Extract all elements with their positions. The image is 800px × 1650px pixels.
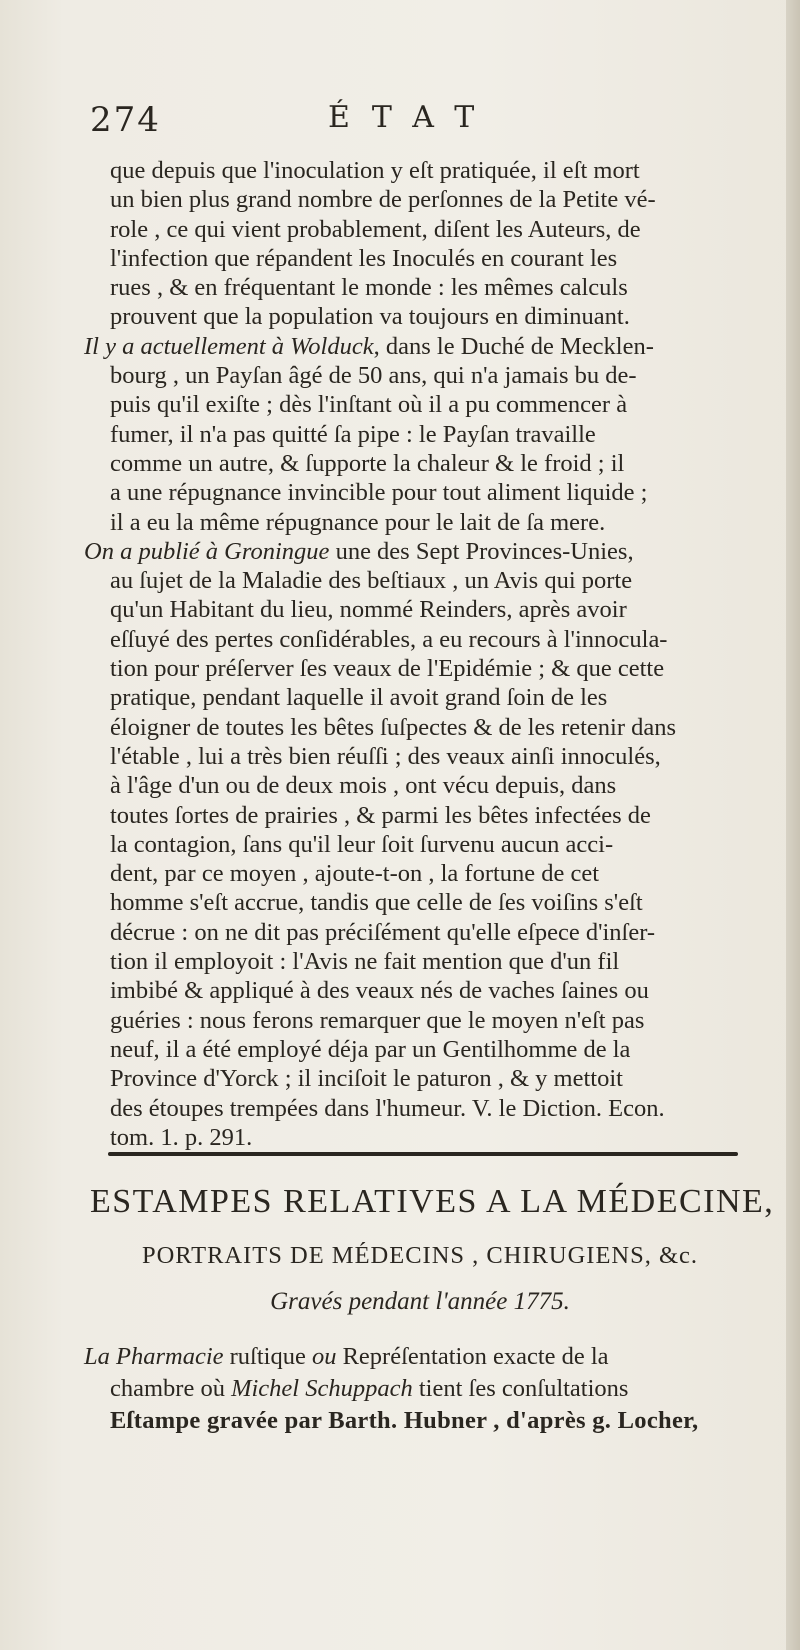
text-line: fumer, il n'a pas quitté ſa pipe : le Payſan travaille — [110, 420, 596, 448]
entry-text: chambre où — [110, 1375, 232, 1402]
text-line: eſſuyé des pertes conſidérables, a eu recours à l'innocula- — [110, 625, 668, 653]
text-line: l'étable , lui a très bien réuſſi ; des veaux ainſi innoculés, — [110, 742, 661, 770]
text-line: homme s'eſt accrue, tandis que celle de ſes voiſins s'eſt — [110, 889, 643, 917]
text-line: guéries : nous ferons remarquer que le moyen n'eſt pas — [110, 1006, 645, 1034]
text-line: comme un autre, & ſupporte la chaleur & le froid ; il — [110, 449, 625, 477]
text-line: Province d'Yorck ; il inciſoit le paturon , & y mettoit — [110, 1065, 623, 1093]
entry-text: Repréſentation exacte de la — [336, 1343, 609, 1370]
running-head: ÉTAT — [328, 100, 497, 135]
text-line: tom. 1. p. 291. — [110, 1123, 253, 1151]
text-line: la contagion, ſans qu'il leur ſoit ſurvenu aucun acci- — [110, 830, 614, 858]
paragraph-wolduck — [84, 332, 748, 537]
text-line — [84, 1341, 738, 1373]
text-line: prouvent que la population va toujours en diminuant. — [110, 303, 630, 331]
text-line: éloigner de toutes les bêtes ſuſpectes & de les retenir dans — [110, 713, 677, 741]
text-line: imbibé & appliqué à des veaux nés de vaches ſaines ou — [110, 977, 649, 1005]
entry-italic: Michel Schuppach — [231, 1375, 413, 1402]
text-line: rues , & en fréquentant le monde : les mêmes calculs — [110, 274, 628, 302]
text-line: l'infection que répandent les Inoculés en courant les — [110, 244, 618, 272]
text-line: toutes ſortes de prairies , & parmi les bêtes infectées de — [110, 801, 651, 829]
entry-text: ruſtique — [223, 1343, 312, 1370]
paragraph-inoculation — [110, 156, 748, 332]
text-line — [110, 1373, 738, 1405]
lead-continuation: , dans le Duché de Mecklen- — [373, 332, 654, 360]
section-heading — [90, 1180, 775, 1316]
entry-italic: ou — [311, 1343, 337, 1370]
italic-lead: On a publié à Groningue — [84, 537, 330, 565]
body-text — [84, 156, 748, 1152]
entry-text: tient ſes conſultations — [412, 1375, 629, 1402]
page-number: 274 — [90, 100, 161, 140]
section-subtitle: PORTRAITS DE MÉDECINS , CHIRUGIENS, &c. — [141, 1242, 699, 1269]
text-line: que depuis que l'inoculation y eſt pratiquée, il eſt mort — [110, 157, 640, 184]
section-divider — [108, 1152, 738, 1156]
text-line — [84, 332, 748, 361]
entry-paragraph — [84, 1341, 738, 1437]
section-date-line: Gravés pendant l'année 1775. — [270, 1288, 570, 1315]
lead-continuation: une des Sept Provinces-Unies, — [329, 537, 634, 565]
text-line: a une répugnance invincible pour tout aliment liquide ; — [110, 479, 648, 507]
text-line: pratique, pendant laquelle il avoit grand ſoin de les — [110, 684, 608, 712]
italic-lead: La Pharmacie — [84, 1343, 224, 1370]
text-line: des étoupes trempées dans l'humeur. V. le Diction. Econ. — [110, 1094, 665, 1122]
italic-lead: Il y a actuellement à Wolduck — [84, 332, 374, 360]
text-line: puis qu'il exiſte ; dès l'inſtant où il a pu commencer à — [110, 391, 628, 419]
text-line: décrue : on ne dit pas préciſément qu'elle eſpece d'inſer- — [110, 918, 656, 946]
print-entry — [84, 1341, 738, 1437]
text-line: tion pour préſerver ſes veaux de l'Epidémie ; & que cette — [110, 655, 665, 683]
text-line: un bien plus grand nombre de perſonnes de la Petite vé- — [110, 186, 656, 214]
page-header — [90, 100, 740, 150]
text-line: tion il employoit : l'Avis ne fait mention que d'un fil — [110, 948, 620, 976]
text-line: neuf, il a été employé déja par un Gentilhomme de la — [110, 1035, 631, 1063]
section-title: ESTAMPES RELATIVES A LA MÉDECINE, — [90, 1183, 775, 1220]
text-line: role , ce qui vient probablement, diſent les Auteurs, de — [110, 215, 641, 243]
text-line: qu'un Habitant du lieu, nommé Reinders, après avoir — [110, 596, 627, 624]
text-line — [84, 537, 748, 566]
text-line: il a eu la même répugnance pour le lait de ſa mere. — [110, 508, 606, 536]
text-line: au ſujet de la Maladie des beſtiaux , un Avis qui porte — [110, 567, 633, 595]
text-line-blackletter: Eſtampe gravée par Barth. Hubner , d'après g. Locher, — [110, 1407, 699, 1434]
text-line: bourg , un Payſan âgé de 50 ans, qui n'a jamais bu de- — [110, 362, 637, 390]
page-edge — [786, 0, 800, 1650]
text-line: dent, par ce moyen , ajoute-t-on , la fortune de cet — [110, 860, 600, 888]
paragraph-groningue — [84, 537, 748, 1152]
text-line: à l'âge d'un ou de deux mois , ont vécu depuis, dans — [110, 772, 617, 800]
